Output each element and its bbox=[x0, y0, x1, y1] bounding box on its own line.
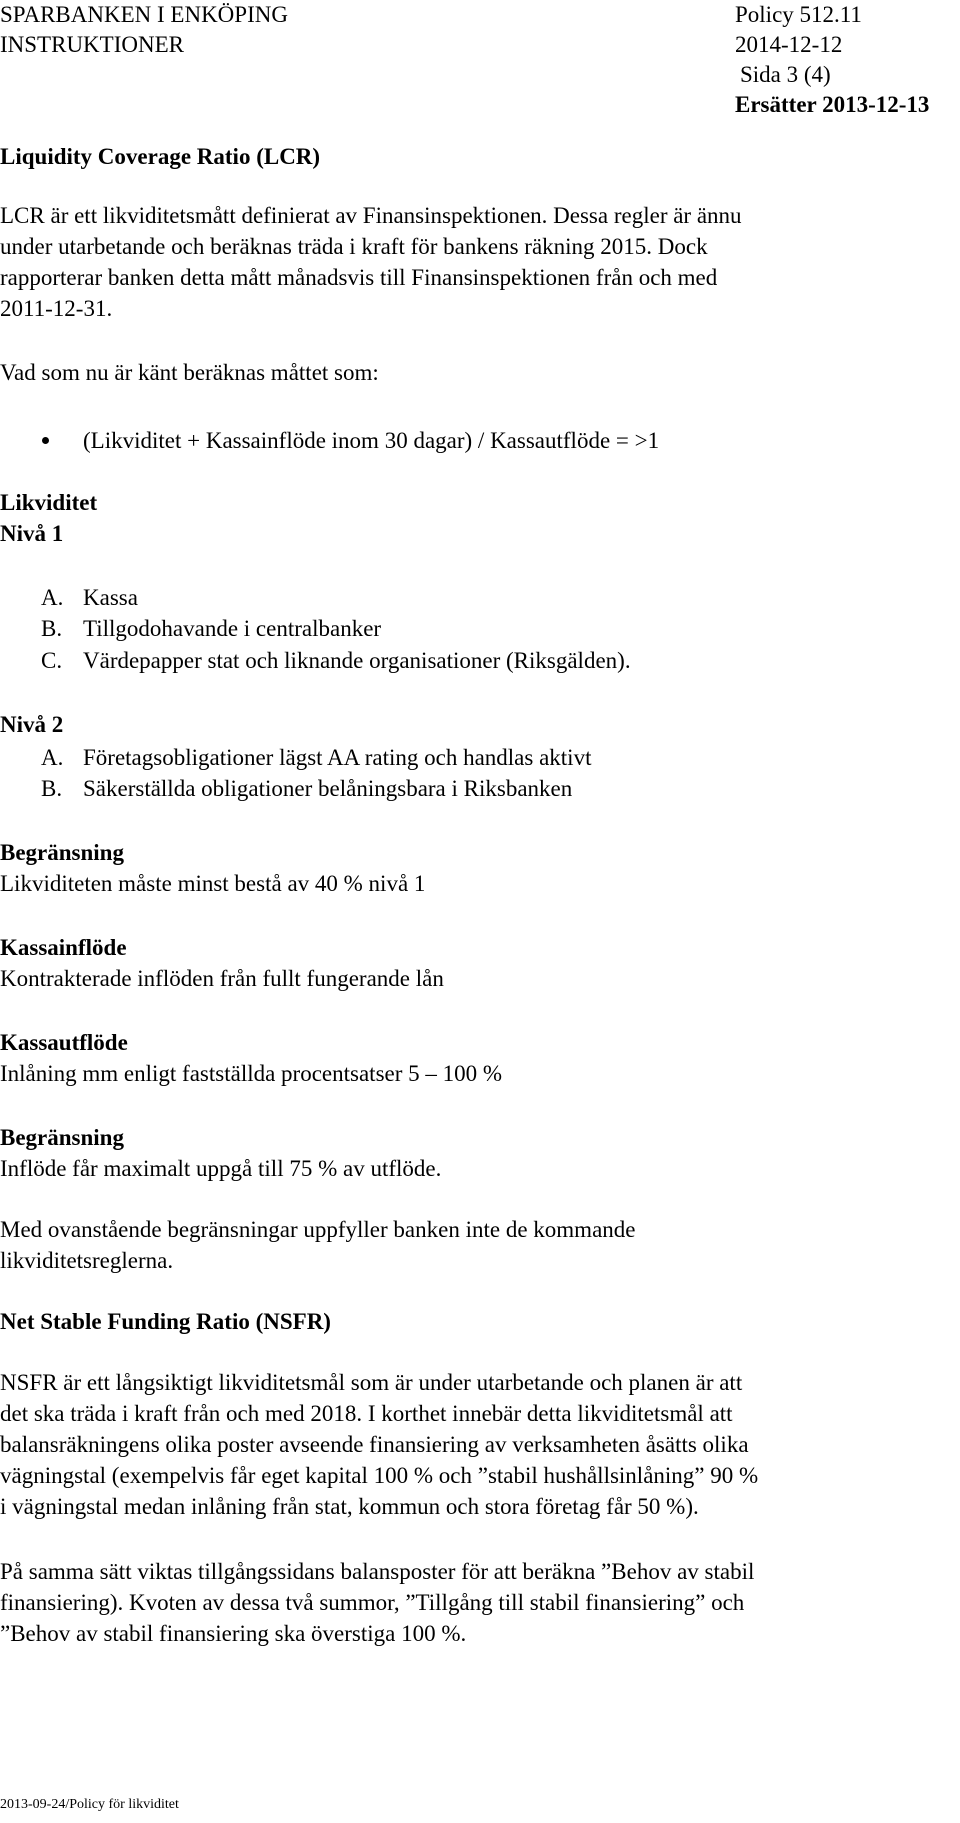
text-line: det ska träda i kraft från och med 2018. I korthet innebär detta likviditetsmål att bbox=[0, 1401, 733, 1426]
text-line: På samma sätt viktas tillgångssidans balansposter för att beräkna ”Behov av stabil bbox=[0, 1559, 755, 1584]
footer-text: 2013-09-24/Policy för likviditet bbox=[0, 1797, 179, 1812]
niva1-item-text: Kassa bbox=[83, 585, 138, 610]
text-line: i vägningstal medan inlåning från stat, kommun och stora företag får 50 %). bbox=[0, 1494, 699, 1519]
header-doc-type: INSTRUKTIONER bbox=[0, 32, 184, 57]
text-line: under utarbetande och beräknas träda i kraft för bankens räkning 2015. Dock bbox=[0, 234, 708, 259]
kassautflode-text: Inlåning mm enligt fastställda procentsatser 5 – 100 % bbox=[0, 1061, 503, 1086]
niva2-item-letter: B. bbox=[41, 776, 63, 801]
text-line: Med ovanstående begränsningar uppfyller banken inte de kommande bbox=[0, 1217, 636, 1242]
header-page-number: Sida 3 (4) bbox=[740, 62, 831, 87]
lcr-heading: Liquidity Coverage Ratio (LCR) bbox=[0, 144, 321, 169]
bullet-icon bbox=[42, 437, 49, 444]
text-line: NSFR är ett långsiktigt likviditetsmål som är under utarbetande och planen är att bbox=[0, 1370, 743, 1395]
niva1-item-letter: B. bbox=[41, 616, 63, 641]
kassainflode-heading: Kassainflöde bbox=[0, 935, 127, 960]
begransning-heading: Begränsning bbox=[0, 840, 124, 865]
text-line: finansiering). Kvoten av dessa två summor, ”Tillgång till stabil finansiering” och bbox=[0, 1590, 745, 1615]
header-date: 2014-12-12 bbox=[735, 32, 843, 57]
niva1-heading: Nivå 1 bbox=[0, 521, 64, 546]
begransning-text: Likviditeten måste minst bestå av 40 % nivå 1 bbox=[0, 871, 426, 896]
text-line: LCR är ett likviditetsmått definierat av Finansinspektionen. Dessa regler är ännu bbox=[0, 203, 742, 228]
niva1-item-letter: A. bbox=[41, 585, 64, 610]
likviditet-heading: Likviditet bbox=[0, 490, 98, 515]
niva2-item-text: Företagsobligationer lägst AA rating och handlas aktivt bbox=[83, 745, 592, 770]
text-line: ”Behov av stabil finansiering ska överstiga 100 %. bbox=[0, 1621, 467, 1646]
niva2-item-text: Säkerställda obligationer belåningsbara i Riksbanken bbox=[83, 776, 573, 801]
begransning-text: Inflöde får maximalt uppgå till 75 % av utflöde. bbox=[0, 1156, 442, 1181]
lcr-intro-paragraph bbox=[0, 200, 930, 324]
lcr-conclusion-paragraph bbox=[0, 1214, 930, 1276]
nsfr-paragraph bbox=[0, 1556, 930, 1649]
text-line: 2011-12-31. bbox=[0, 296, 113, 321]
begransning-heading: Begränsning bbox=[0, 1125, 124, 1150]
calc-intro-text: Vad som nu är känt beräknas måttet som: bbox=[0, 360, 379, 385]
kassautflode-heading: Kassautflöde bbox=[0, 1030, 128, 1055]
niva1-item-letter: C. bbox=[41, 648, 63, 673]
text-line: vägningstal (exempelvis får eget kapital 100 % och ”stabil hushållsinlåning” 90 % bbox=[0, 1463, 759, 1488]
lcr-formula: (Likviditet + Kassainflöde inom 30 dagar) / Kassautflöde = >1 bbox=[83, 428, 660, 453]
text-line: rapporterar banken detta mått månadsvis till Finansinspektionen från och med bbox=[0, 265, 718, 290]
header-bank-name: SPARBANKEN I ENKÖPING bbox=[0, 2, 288, 27]
nsfr-paragraph bbox=[0, 1367, 930, 1522]
header-replaces: Ersätter 2013-12-13 bbox=[735, 92, 930, 117]
niva2-item-letter: A. bbox=[41, 745, 64, 770]
niva1-item-text: Tillgodohavande i centralbanker bbox=[83, 616, 382, 641]
kassainflode-text: Kontrakterade inflöden från fullt fungerande lån bbox=[0, 966, 444, 991]
header-policy-number: Policy 512.11 bbox=[735, 2, 862, 27]
text-line: likviditetsreglerna. bbox=[0, 1248, 174, 1273]
nsfr-heading: Net Stable Funding Ratio (NSFR) bbox=[0, 1309, 331, 1334]
text-line: balansräkningens olika poster avseende finansiering av verksamheten åsätts olika bbox=[0, 1432, 749, 1457]
niva2-heading: Nivå 2 bbox=[0, 712, 64, 737]
niva1-item-text: Värdepapper stat och liknande organisationer (Riksgälden). bbox=[83, 648, 631, 673]
